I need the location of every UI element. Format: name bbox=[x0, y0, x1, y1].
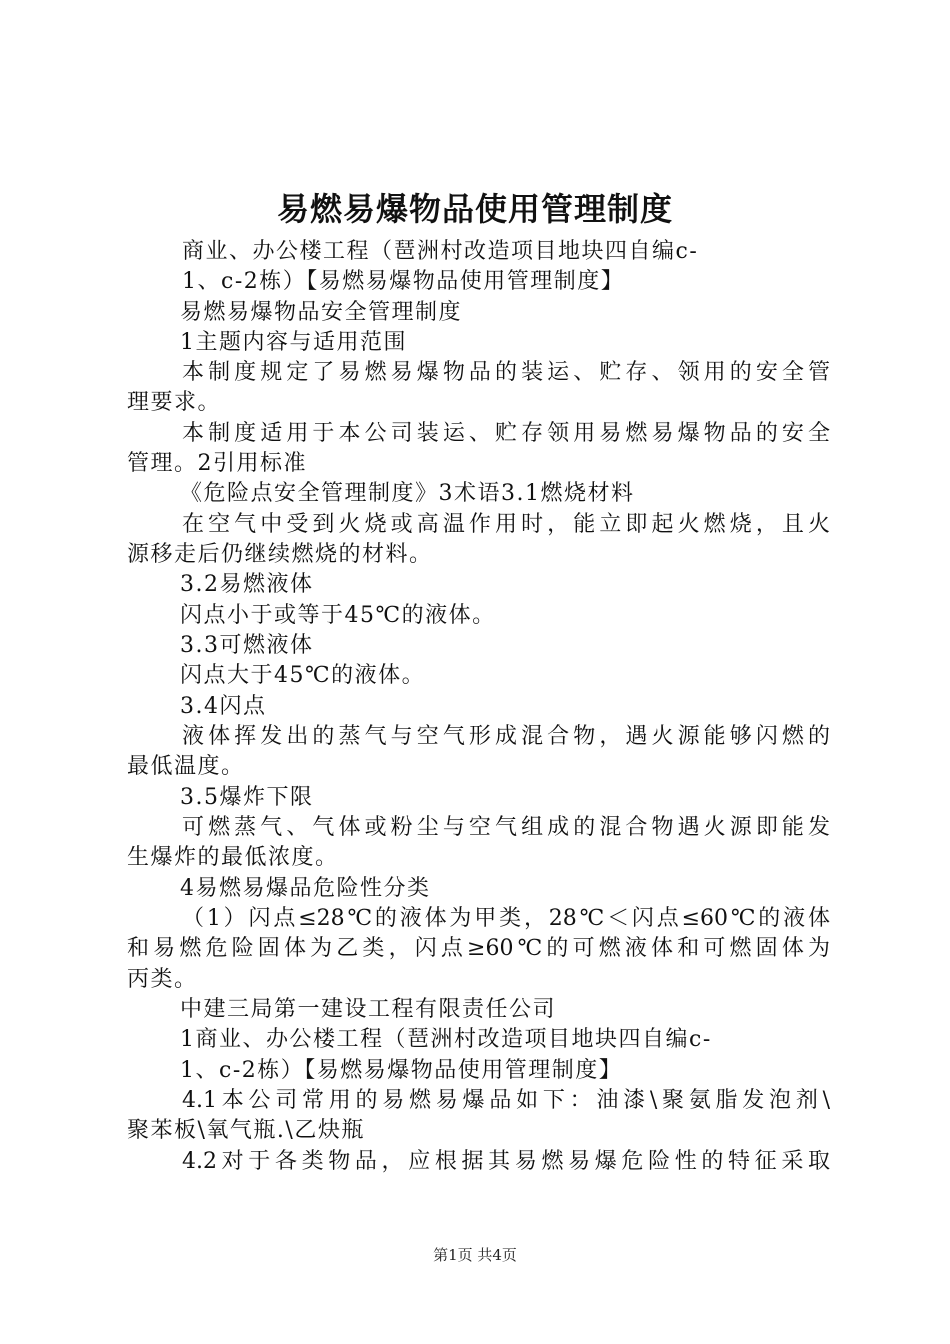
section-heading: 3.5爆炸下限 bbox=[180, 785, 314, 810]
body-line: 聚苯板\氧气瓶.\乙炔瓶 bbox=[127, 1118, 365, 1143]
body-line: 本制度规定了易燃易爆物品的装运、贮存、领用的安全管 bbox=[182, 360, 830, 385]
body-line: 4.2对于各类物品，应根据其易燃易爆危险性的特征采取 bbox=[182, 1149, 830, 1174]
section-heading: 3.4闪点 bbox=[180, 694, 267, 719]
body-line: 1、c-2栋）【易燃易爆物品使用管理制度】 bbox=[182, 269, 625, 294]
body-line: 管理。2引用标准 bbox=[127, 451, 307, 476]
body-line: 丙类。 bbox=[127, 967, 198, 992]
body-line: 源移走后仍继续燃烧的材料。 bbox=[127, 542, 433, 567]
section-heading: 3.3可燃液体 bbox=[180, 633, 314, 658]
body-line: （1）闪点≤28℃的液体为甲类，28℃＜闪点≤60℃的液体 bbox=[182, 906, 830, 931]
body-line: 液体挥发出的蒸气与空气形成混合物，遇火源能够闪燃的 bbox=[182, 724, 830, 749]
body-line: 4.1本公司常用的易燃易爆品如下：油漆\聚氨脂发泡剂\ bbox=[182, 1088, 830, 1113]
body-line: 可燃蒸气、气体或粉尘与空气组成的混合物遇火源即能发 bbox=[182, 815, 830, 840]
body-line: 闪点小于或等于45℃的液体。 bbox=[180, 603, 496, 628]
body-line: 闪点大于45℃的液体。 bbox=[180, 663, 426, 688]
document-title: 易燃易爆物品使用管理制度 bbox=[276, 190, 673, 228]
body-line: 和易燃危险固体为乙类，闪点≥60℃的可燃液体和可燃固体为 bbox=[127, 936, 830, 961]
page-footer: 第1页 共4页 bbox=[433, 1246, 517, 1264]
body-line: 《危险点安全管理制度》3术语3.1燃烧材料 bbox=[180, 481, 635, 506]
body-line: 在空气中受到火烧或高温作用时，能立即起火燃烧，且火 bbox=[182, 512, 830, 537]
body-line: 本制度适用于本公司装运、贮存领用易燃易爆物品的安全 bbox=[182, 421, 830, 446]
company-name: 中建三局第一建设工程有限责任公司 bbox=[180, 997, 557, 1022]
body-line: 生爆炸的最低浓度。 bbox=[127, 845, 339, 870]
body-line: 1商业、办公楼工程（琶洲村改造项目地块四自编c- bbox=[180, 1027, 712, 1052]
body-line: 最低温度。 bbox=[127, 754, 245, 779]
body-line: 理要求。 bbox=[127, 390, 222, 415]
body-line: 商业、办公楼工程（琶洲村改造项目地块四自编c- bbox=[182, 239, 699, 264]
section-heading: 1主题内容与适用范围 bbox=[180, 330, 407, 355]
section-heading: 3.2易燃液体 bbox=[180, 572, 314, 597]
body-line: 1、c-2栋）【易燃易爆物品使用管理制度】 bbox=[180, 1058, 623, 1083]
body-line: 易燃易爆物品安全管理制度 bbox=[180, 300, 463, 325]
section-heading: 4易燃易爆品危险性分类 bbox=[180, 876, 431, 901]
